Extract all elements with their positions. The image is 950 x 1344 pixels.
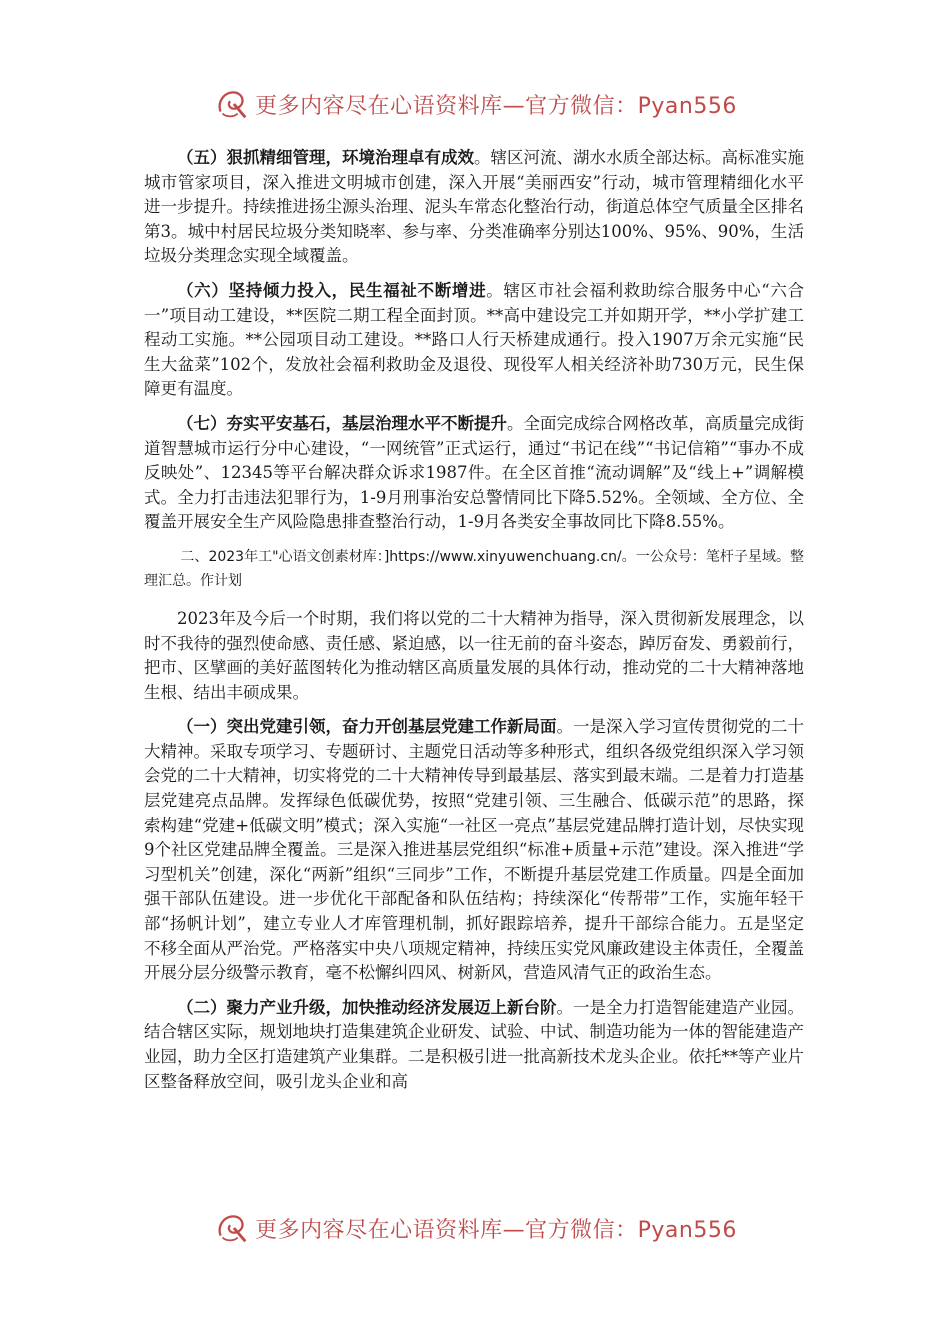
plan-one	[144, 715, 804, 986]
paragraph-heading: （六）坚持倾力投入，民生福祉不断增进	[177, 280, 487, 300]
document-body	[144, 146, 804, 1104]
paragraph-six	[144, 279, 804, 402]
intro-paragraph: 2023年及今后一个时期，我们将以党的二十大精神为指导，深入贯彻新发展理念，以时不我待的强烈使命感、责任感、紧迫感，以一往无前的奋斗姿态，踔厉奋发、勇毅前行，把市、区擘画的美好蓝图转化为推动辖区高质量发展的具体行动，推动党的二十大精神落地生根、结出丰硕成果。	[144, 608, 804, 702]
paragraph-body: 。一是深入学习宣传贯彻党的二十大精神。采取专项学习、专题研讨、主题党日活动等多种形式，组织各级党组织深入学习领会党的二十大精神，切实将党的二十大精神传导到最基层、落实到最末端。二是着力打造基层党建亮点品牌。发挥绿色低碳优势，按照“党建引领、三生融合、低碳示范”的思路，探索构建“党建+低碳文明”模式；深入实施“一社区一亮点”基层党建品牌打造计划，尽快实现9个社区党建品牌全覆盖。三是深入推进基层党组织“标准+质量+示范”建设。深入推进“学习型机关”创建，深化“两新”组织“三同步”工作，不断提升基层党建工作质量。四是全面加强干部队伍建设。进一步优化干部配备和队伍结构；持续深化“传帮带”工作，实施年轻干部“扬帆计划”，建立专业人才库管理机制，抓好跟踪培养，提升干部综合能力。五是坚定不移全面从严治党。严格落实中央八项规定精神，持续压实党风廉政建设主体责任，全覆盖开展分层分级警示教育，毫不松懈纠四风、树新风，营造风清气正的政治生态。	[144, 717, 804, 983]
pen-swirl-icon	[213, 1209, 251, 1247]
paragraph-five	[144, 146, 804, 269]
paragraph-body: 。一是全力打造智能建造产业园。结合辖区实际，规划地块打造集建筑企业研发、试验、中试、制造功能为一体的智能建造产业园，助力全区打造建筑产业集群。二是积极引进一批高新技术龙头企业。依托**等产业片区整备释放空间，吸引龙头企业和高	[144, 997, 804, 1091]
paragraph-body: 。辖区河流、湖水水质全部达标。高标准实施城市管家项目，深入推进文明城市创建，深入开展“美丽西安”行动，城市管理精细化水平进一步提升。持续推进扬尘源头治理、泥头车常态化整治行动，街道总体空气质量全区排名第3。城中村居民垃圾分类知晓率、参与率、分类准确率分别达100%、95%、90%，生活垃圾分类理念实现全域覆盖。	[144, 148, 804, 266]
paragraph-heading: （五）狠抓精细管理，环境治理卓有成效	[177, 148, 474, 167]
paragraph-body: 。全面完成综合网格改革，高质量完成街道智慧城市运行分中心建设，“一网统管”正式运行，通过“书记在线”“书记信箱”“事办不成反映处”、12345等平台解决群众诉求1987件。在全区首推“流动调解”及“线上+”调解模式。全力打击违法犯罪行为，1-9月刑事治安总警情同比下降5.52%。全领域、全方位、全覆盖开展安全生产风险隐患排查整治行动，1-9月各类安全事故同比下降8.55%。	[144, 413, 804, 532]
plan-two	[144, 996, 804, 1094]
paragraph-body: 。辖区市社会福利救助综合服务中心“六合一”项目动工建设，**医院二期工程全面封顶。**高中建设完工并如期开学，**小学扩建工程动工实施。**公园项目动工建设。**路口人行天桥建成通行。投入1907万余元实施“民生大盆菜”102个，发放社会福利救助金及退役、现役军人相关经济补助730万元，民生保障更有温度。	[144, 280, 804, 399]
pen-swirl-icon	[213, 85, 251, 123]
watermark-footer	[0, 1208, 950, 1248]
watermark-header	[0, 84, 950, 124]
watermark-text: 更多内容尽在心语资料库—官方微信：Pyan556	[255, 1217, 737, 1243]
watermark-text: 更多内容尽在心语资料库—官方微信：Pyan556	[255, 93, 737, 119]
paragraph-seven	[144, 412, 804, 535]
paragraph-heading: （二）聚力产业升级，加快推动经济发展迈上新台阶	[177, 997, 557, 1017]
paragraph-heading: （一）突出党建引领，奋力开创基层党建工作新局面	[177, 717, 557, 737]
paragraph-heading: （七）夯实平安基石，基层治理水平不断提升	[177, 413, 507, 433]
section-two-heading: 二、2023年工"心语文创素材库：]https://www.xinyuwenchuang.cn/。一公众号：笔杆子星域。整理汇总。作计划	[144, 548, 804, 589]
